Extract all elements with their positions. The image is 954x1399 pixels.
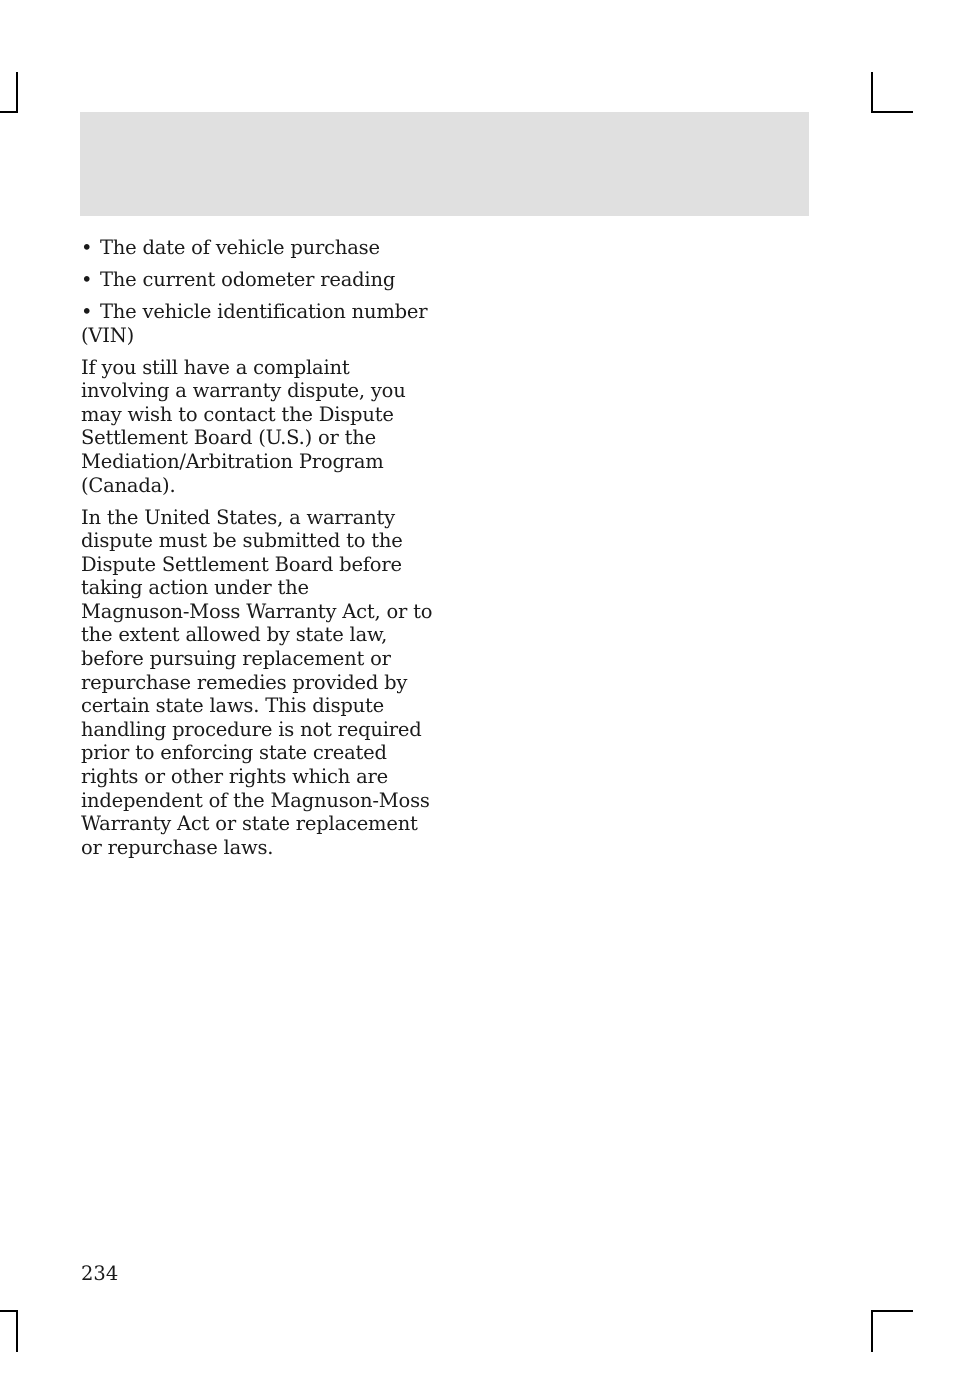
crop-mark-bottom-left-vertical (16, 1310, 18, 1352)
crop-mark-bottom-right-horizontal (871, 1310, 913, 1312)
bullet-marker: • (81, 236, 93, 259)
crop-mark-bottom-right-vertical (871, 1310, 873, 1352)
bullet-text: The date of vehicle purchase (100, 236, 380, 259)
page-number: 234 (81, 1262, 119, 1285)
crop-mark-bottom-left-horizontal (0, 1310, 18, 1312)
united-states-paragraph: In the United States, a warranty dispute must be submitted to the Dispute Settlement Board before taking action under the Magnuson-Moss Warranty Act, or to the extent allowed by state law, before pursuing replacement or repurchase remedies provided by certain state laws. This dispute handling procedure is not required prior to enforcing state created rights or other rights which are independent of the Magnuson-Moss Warranty Act or state replacement or repurchase laws. (81, 505, 433, 859)
crop-mark-top-right-horizontal (871, 111, 913, 113)
bullet-text: The current odometer reading (100, 267, 396, 291)
bullet-text: The vehicle identification number (VIN) (81, 299, 428, 347)
bullet-marker: • (81, 299, 93, 323)
complaint-paragraph: If you still have a complaint involving a warranty dispute, you may wish to contact the Dispute Settlement Board (U.S.) or the Mediation/Arbitration Program (Canada). (81, 355, 406, 497)
bullet-item (81, 300, 436, 347)
bullet-item (81, 268, 436, 292)
bullet-marker: • (81, 267, 93, 291)
text-column (81, 236, 436, 868)
crop-mark-top-left-vertical (16, 72, 18, 113)
header-band (80, 112, 809, 216)
crop-mark-top-left-horizontal (0, 111, 18, 113)
crop-mark-top-right-vertical (871, 72, 873, 113)
bullet-item (81, 236, 436, 260)
